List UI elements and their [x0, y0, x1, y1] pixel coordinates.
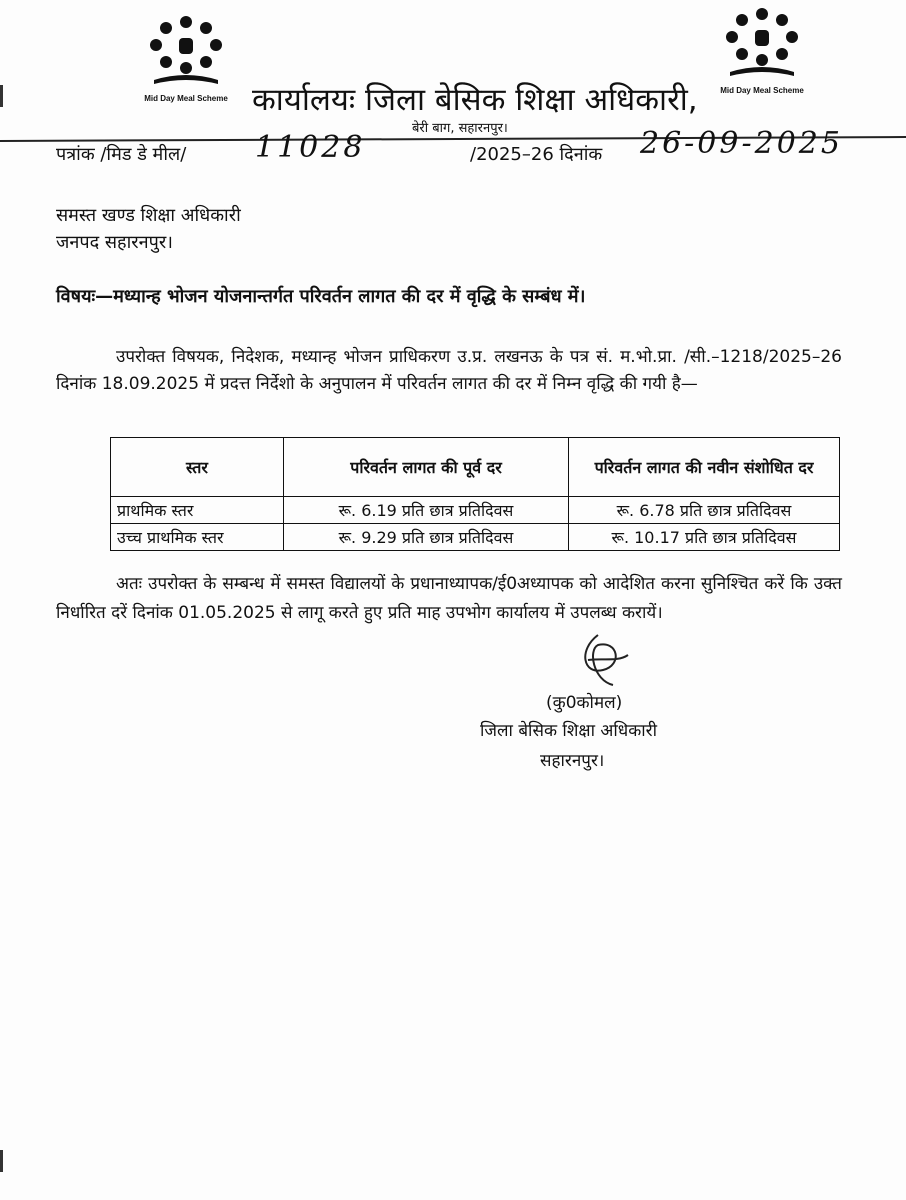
addressee-line1: समस्त खण्ड शिक्षा अधिकारी — [56, 205, 241, 226]
table-header: स्तर — [111, 438, 284, 497]
mid-day-meal-logo-right — [712, 2, 812, 107]
reference-session: /2025–26 दिनांक — [470, 144, 603, 165]
table-cell-new-rate: रू. 6.78 प्रति छात्र प्रतिदिवस — [569, 497, 840, 524]
mid-day-meal-logo-left — [136, 10, 236, 115]
logo-caption: Mid Day Meal Scheme — [144, 94, 228, 103]
page-edge-mark — [0, 1150, 3, 1172]
page-edge-mark — [0, 85, 3, 107]
office-title: कार्यालयः जिला बेसिक शिक्षा अधिकारी, — [252, 82, 698, 118]
reference-prefix: पत्रांक /मिड डे मील/ — [56, 144, 187, 165]
logo-caption: Mid Day Meal Scheme — [720, 86, 804, 95]
reference-number: 11028 — [255, 130, 366, 165]
body-paragraph-1: उपरोक्त विषयक, निदेशक, मध्यान्ह भोजन प्राधिकरण उ.प्र. लखनऊ के पत्र सं. म.भो.प्रा. /सी.–1218/2025–26 दिनांक 18.09.2025 में प्रदत्त निर्देशो के अनुपालन में परिवर्तन लागत की दर में निम्न वृद्धि की गयी है— — [56, 347, 842, 394]
rate-table — [110, 437, 840, 551]
table-row — [111, 524, 840, 551]
table-cell-old-rate: रू. 9.29 प्रति छात्र प्रतिदिवस — [284, 524, 569, 551]
subject-line: विषयः—मध्यान्ह भोजन योजनान्तर्गत परिवर्तन लागत की दर में वृद्धि के सम्बंध में। — [56, 286, 586, 307]
signature-scribble — [568, 630, 638, 690]
office-address: बेरी बाग, सहारनपुर। — [412, 121, 508, 136]
table-cell-level: प्राथमिक स्तर — [111, 497, 284, 524]
table-row — [111, 497, 840, 524]
addressee-line2: जनपद सहारनपुर। — [56, 232, 173, 253]
table-cell-old-rate: रू. 6.19 प्रति छात्र प्रतिदिवस — [284, 497, 569, 524]
signatory-designation: जिला बेसिक शिक्षा अधिकारी — [480, 721, 658, 741]
table-header: परिवर्तन लागत की पूर्व दर — [284, 438, 569, 497]
reference-date: 26-09-2025 — [640, 126, 843, 161]
table-header: परिवर्तन लागत की नवीन संशोधित दर — [569, 438, 840, 497]
body-paragraph-2: अतः उपरोक्त के सम्बन्ध में समस्त विद्यालयों के प्रधानाध्यापक/ई0अध्यापक को आदेशित करना सुनिश्चित करें कि उक्त निर्धारित दरें दिनांक 01.05.2025 से लागू करते हुए प्रति माह उपभोग कार्यालय में उपलब्ध करायें। — [56, 574, 842, 623]
table-header-row — [111, 438, 840, 497]
signatory-name: (कु0कोमल) — [546, 693, 623, 713]
table-cell-level: उच्च प्राथमिक स्तर — [111, 524, 284, 551]
table-cell-new-rate: रू. 10.17 प्रति छात्र प्रतिदिवस — [569, 524, 840, 551]
signatory-place: सहारनपुर। — [540, 751, 605, 771]
